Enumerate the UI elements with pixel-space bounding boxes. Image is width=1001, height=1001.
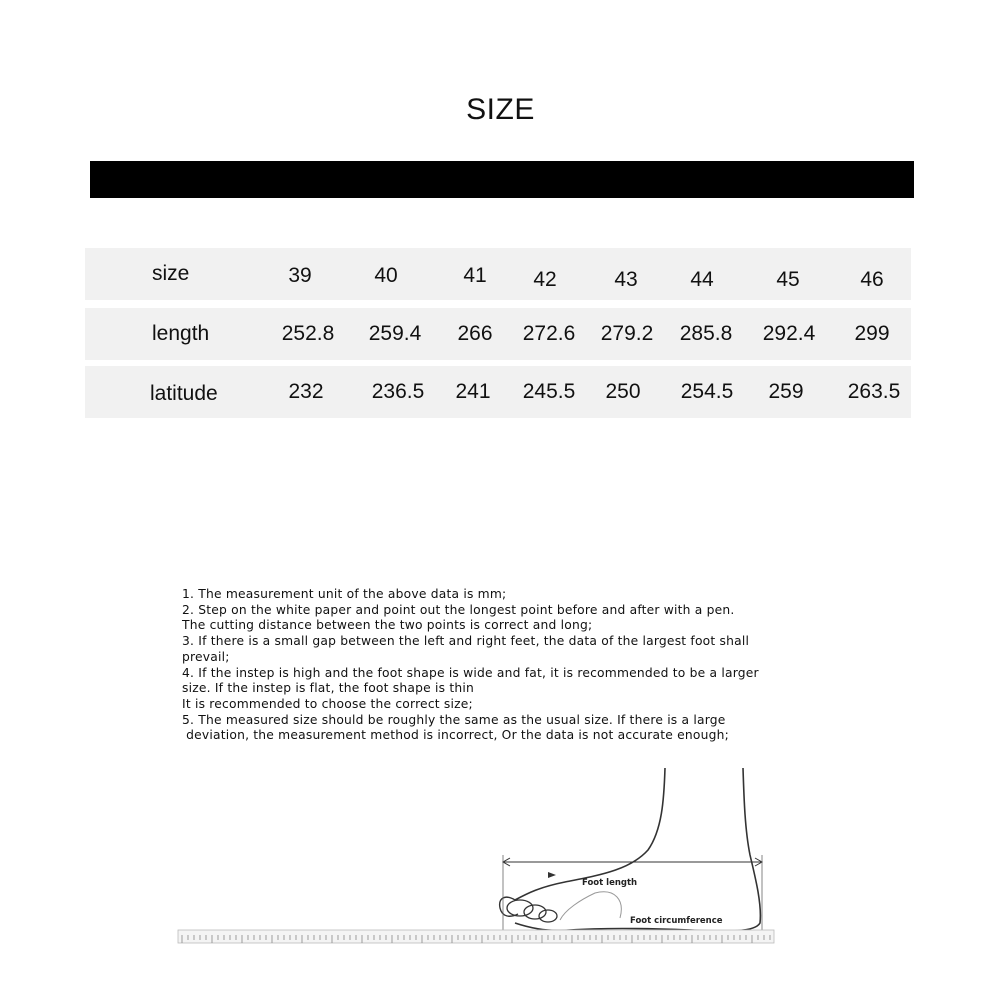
note-line: 2. Step on the white paper and point out the longest point before and after with a pen. xyxy=(182,602,735,617)
row-label: size xyxy=(152,262,190,285)
table-cell: 272.6 xyxy=(522,322,576,345)
foot-circumference-label: Foot circumference xyxy=(630,916,723,926)
table-cell: 299 xyxy=(854,322,890,345)
note-line: 4. If the instep is high and the foot shape is wide and fat, it is recommended to be a larger xyxy=(182,665,759,680)
table-cell: 245.5 xyxy=(522,380,576,403)
measurement-notes xyxy=(182,587,842,744)
table-cell: 45 xyxy=(776,268,800,291)
note-line: 1. The measurement unit of the above data is mm; xyxy=(182,587,507,601)
table-cell: 44 xyxy=(690,268,714,291)
page-title: SIZE xyxy=(466,93,535,126)
foot-illustration xyxy=(170,760,790,960)
note-line: 5. The measured size should be roughly the same as the usual size. If there is a large xyxy=(182,712,726,727)
table-cell: 259.4 xyxy=(368,322,422,345)
table-cell: 292.4 xyxy=(762,322,816,345)
row-label: latitude xyxy=(150,382,218,405)
note-line: 3. If there is a small gap between the left and right feet, the data of the largest foot shall xyxy=(182,634,750,649)
table-row-latitude xyxy=(85,366,911,418)
foot-measurement-diagram xyxy=(170,760,790,960)
table-cell: 285.8 xyxy=(679,322,733,345)
table-cell: 250 xyxy=(605,380,641,403)
table-row-length xyxy=(85,308,911,360)
table-cell: 263.5 xyxy=(847,380,901,403)
table-cell: 42 xyxy=(533,268,557,291)
row-label: length xyxy=(152,322,210,345)
table-cell: 254.5 xyxy=(680,380,734,403)
table-cell: 40 xyxy=(374,264,398,287)
note-line: prevail; xyxy=(182,649,230,664)
note-line: deviation, the measurement method is incorrect, Or the data is not accurate enough; xyxy=(182,728,729,743)
table-cell: 241 xyxy=(455,380,491,403)
table-cell: 46 xyxy=(860,268,884,291)
header-bar xyxy=(90,161,914,198)
table-row-size xyxy=(85,248,911,300)
table-cell: 43 xyxy=(614,268,638,291)
note-line: size. If the instep is flat, the foot shape is thin xyxy=(182,681,474,696)
table-cell: 266 xyxy=(457,322,493,345)
table-cell: 252.8 xyxy=(281,322,335,345)
table-cell: 259 xyxy=(768,380,804,403)
note-line: The cutting distance between the two points is correct and long; xyxy=(182,618,593,633)
table-cell: 279.2 xyxy=(600,322,654,345)
table-cell: 39 xyxy=(288,264,312,287)
note-line: It is recommended to choose the correct size; xyxy=(182,696,473,711)
table-cell: 236.5 xyxy=(371,380,425,403)
foot-length-label: Foot length xyxy=(582,878,638,888)
table-cell: 232 xyxy=(288,380,324,403)
table-cell: 41 xyxy=(463,264,487,287)
